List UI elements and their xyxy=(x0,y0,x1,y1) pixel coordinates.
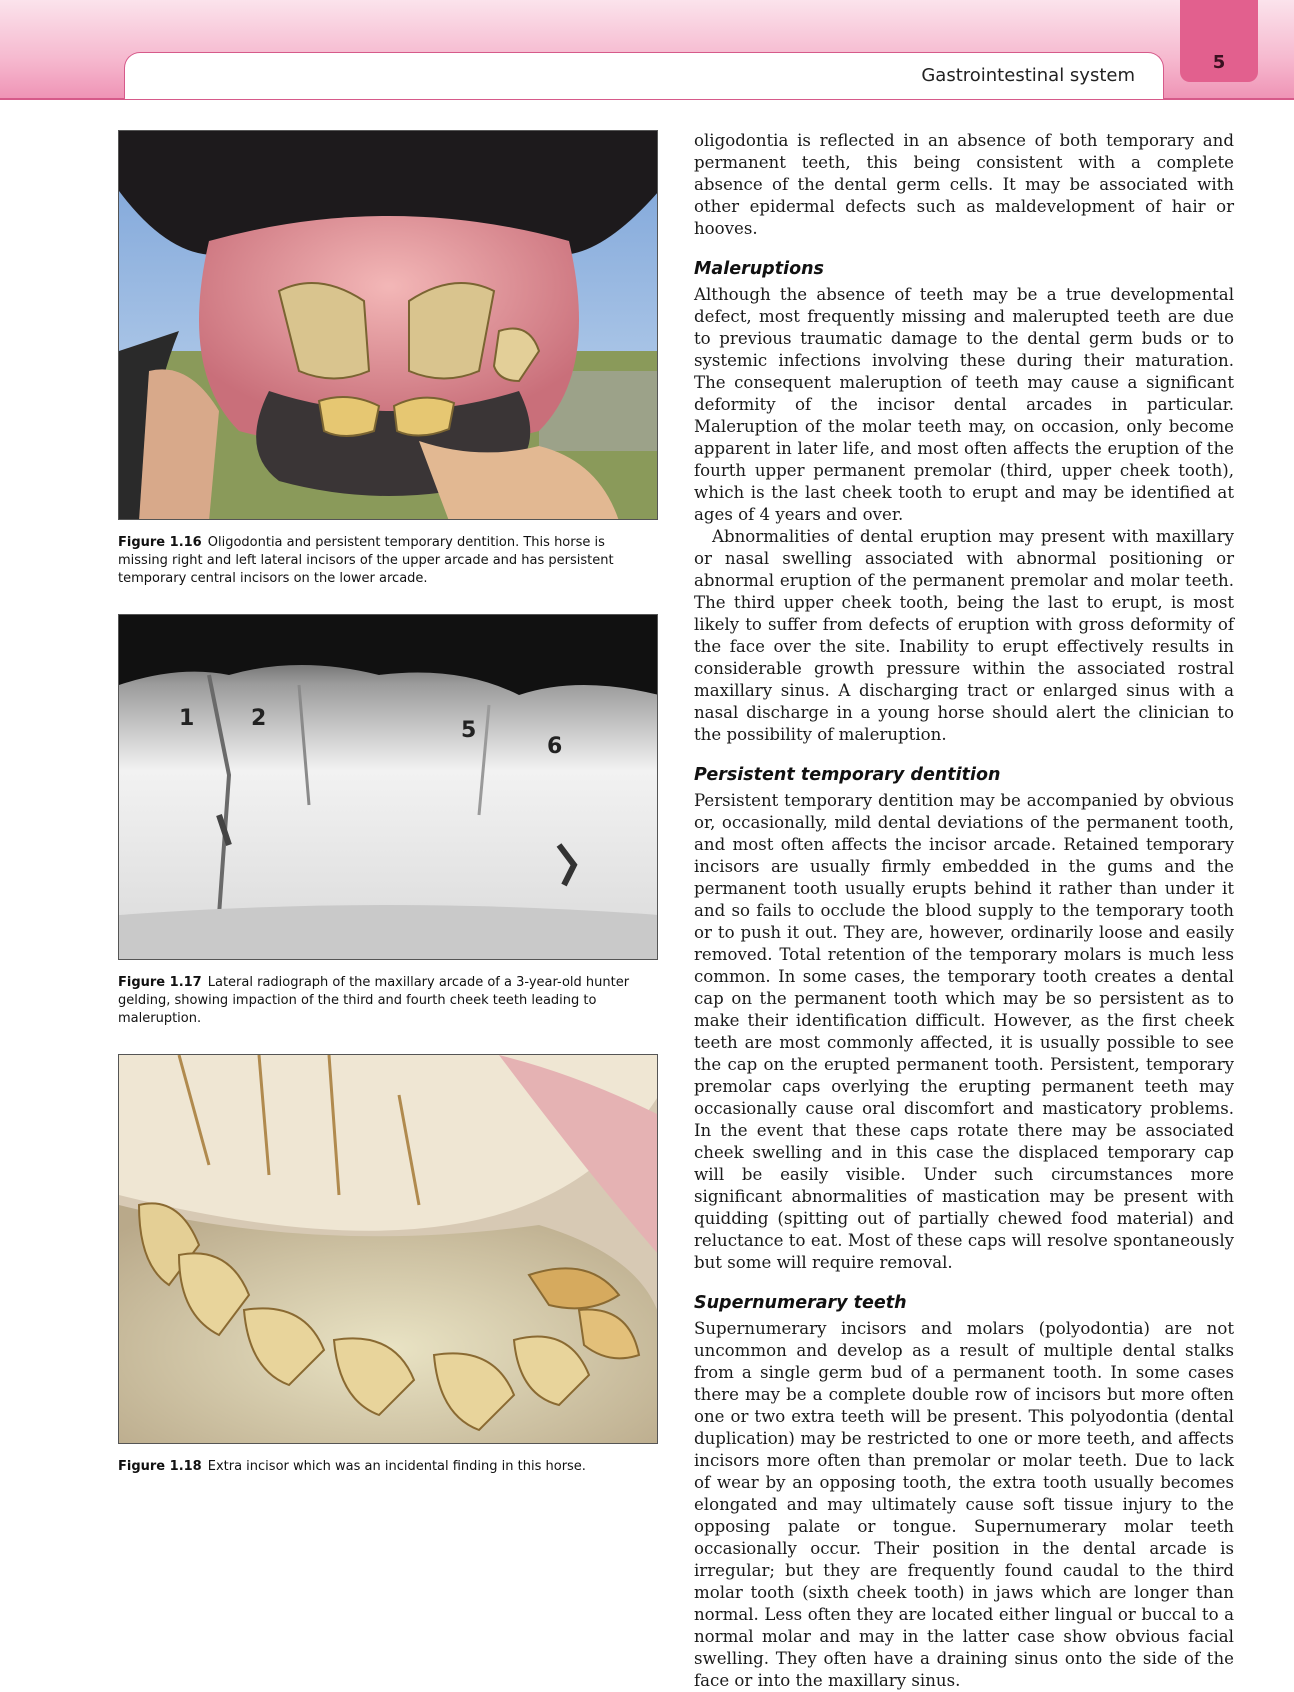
heading-persistent-temporary-dentition: Persistent temporary dentition xyxy=(694,765,1001,785)
page-number-tab xyxy=(1180,0,1258,82)
intro-paragraph: oligodontia is reflected in an absence of both temporary and permanent teeth, this being consistent with a complete absence of the dental germ cells. It may be associated with other epidermal defects such as maldevelopment of hair or hooves. xyxy=(694,131,1234,238)
figure-1-16-photo xyxy=(118,130,658,520)
maleruptions-paragraph-2: Abnormalities of dental eruption may present with maxillary or nasal swelling associated with abnormal positioning or abnormal eruption of the permanent premolar and molar teeth. The third upper cheek tooth, being the last to erupt, is most likely to suffer from defects of eruption with gross deformity of the face over the site. Inability to erupt effectively results in considerable growth pressure within the associated rostral maxillary sinus. A discharging tract or enlarged sinus with a nasal discharge in a young horse should alert the clinician to the possibility of maleruption. xyxy=(694,527,1234,744)
figure-1-16 xyxy=(118,130,658,588)
maleruptions-paragraph-1: Although the absence of teeth may be a true developmental defect, most frequently missing and malerupted teeth are due to previous traumatic damage to the dental germ buds or to systemic infections involving these during their maturation. The consequent maleruption of teeth may cause a significant deformity of the incisor dental arcades in particular. Maleruption of the molar teeth may, on occasion, only become apparent in later life, and most often affects the eruption of the fourth upper permanent premolar (third, upper cheek tooth), which is the last cheek tooth to erupt and may be identified at ages of 4 years and over. xyxy=(694,285,1234,524)
figure-1-17-label: Figure 1.17 xyxy=(118,975,202,990)
figure-1-16-label: Figure 1.16 xyxy=(118,535,202,550)
page-number: 5 xyxy=(1212,52,1226,73)
extra-incisor-photo xyxy=(119,1055,658,1444)
figure-1-17-photo xyxy=(118,614,658,960)
supernumerary-paragraph: Supernumerary incisors and molars (polyodontia) are not uncommon and develop as a result of multiple dental stalks from a single germ bud of a permanent tooth. In some cases there may be a complete double row of incisors but more often one or two extra teeth will be present. This polyodontia (dental duplication) may be restricted to one or more teeth, and affects incisors more often than premolar or molar teeth. Due to lack of wear by an opposing tooth, the extra tooth usually becomes elongated and may ultimately cause soft tissue injury to the opposing palate or tongue. Supernumerary molar teeth occasionally occur. Their position in the dental arcade is irregular; but they are frequently found caudal to the third molar tooth (sixth cheek tooth) in jaws which are longer than normal. Less often they are located either lingual or buccal to a normal molar and may in the latter case show obvious facial swelling. They often have a draining sinus onto the side of the face or into the maxillary sinus. xyxy=(694,1319,1234,1690)
running-head: Gastrointestinal system xyxy=(921,65,1135,86)
body-text-column xyxy=(694,130,1234,1692)
figure-1-16-caption xyxy=(118,534,658,588)
figure-1-17 xyxy=(118,614,658,1028)
figure-1-18-label: Figure 1.18 xyxy=(118,1459,202,1474)
figure-1-18-photo xyxy=(118,1054,658,1444)
figure-1-18-caption-text: Extra incisor which was an incidental finding in this horse. xyxy=(207,1459,586,1474)
heading-maleruptions: Maleruptions xyxy=(694,259,824,279)
horse-mouth-photo xyxy=(119,131,658,520)
radiograph-marker-6: 6 xyxy=(547,734,563,759)
figure-1-18-caption xyxy=(118,1458,658,1476)
figure-1-18 xyxy=(118,1054,658,1476)
figure-1-17-caption xyxy=(118,974,658,1028)
radiograph-marker-1: 1 xyxy=(179,706,195,731)
running-head-tab xyxy=(124,52,1164,99)
figure-1-17-caption-text: Lateral radiograph of the maxillary arcade of a 3-year-old hunter gelding, showing impaction of the third and fourth cheek teeth leading to maleruption. xyxy=(118,975,630,1026)
radiograph-marker-2: 2 xyxy=(251,706,267,731)
heading-supernumerary-teeth: Supernumerary teeth xyxy=(694,1293,907,1313)
radiograph-image xyxy=(119,615,658,960)
persistent-dentition-paragraph: Persistent temporary dentition may be accompanied by obvious or, occasionally, mild dental deviations of the permanent tooth, and most often affects the incisor arcade. Retained temporary incisors are usually firmly embedded in the gums and the permanent tooth usually erupts behind it rather than under it and so fails to occlude the blood supply to the temporary tooth or to push it out. They are, however, ordinarily loose and easily removed. Total retention of the temporary molars is much less common. In some cases, the temporary tooth creates a dental cap on the permanent tooth which may be so persistent as to make their identification difficult. However, as the first cheek teeth are most commonly affected, it is usually possible to see the cap on the erupted permanent tooth. Persistent, temporary premolar caps overlying the erupting permanent teeth may occasionally cause oral discomfort and masticatory problems. In the event that these caps rotate there may be associated cheek swelling and in this case the displaced temporary cap will be easily visible. Under such circumstances more significant abnormalities of mastication may be present with quidding (spitting out of partially chewed food material) and reluctance to eat. Most of these caps will resolve spontaneously but some will require removal. xyxy=(694,791,1234,1272)
radiograph-marker-5: 5 xyxy=(461,718,477,743)
figure-1-16-caption-text: Oligodontia and persistent temporary dentition. This horse is missing right and left lateral incisors of the upper arcade and has persistent temporary central incisors on the lower arcade. xyxy=(118,535,614,586)
header-band xyxy=(0,0,1294,100)
